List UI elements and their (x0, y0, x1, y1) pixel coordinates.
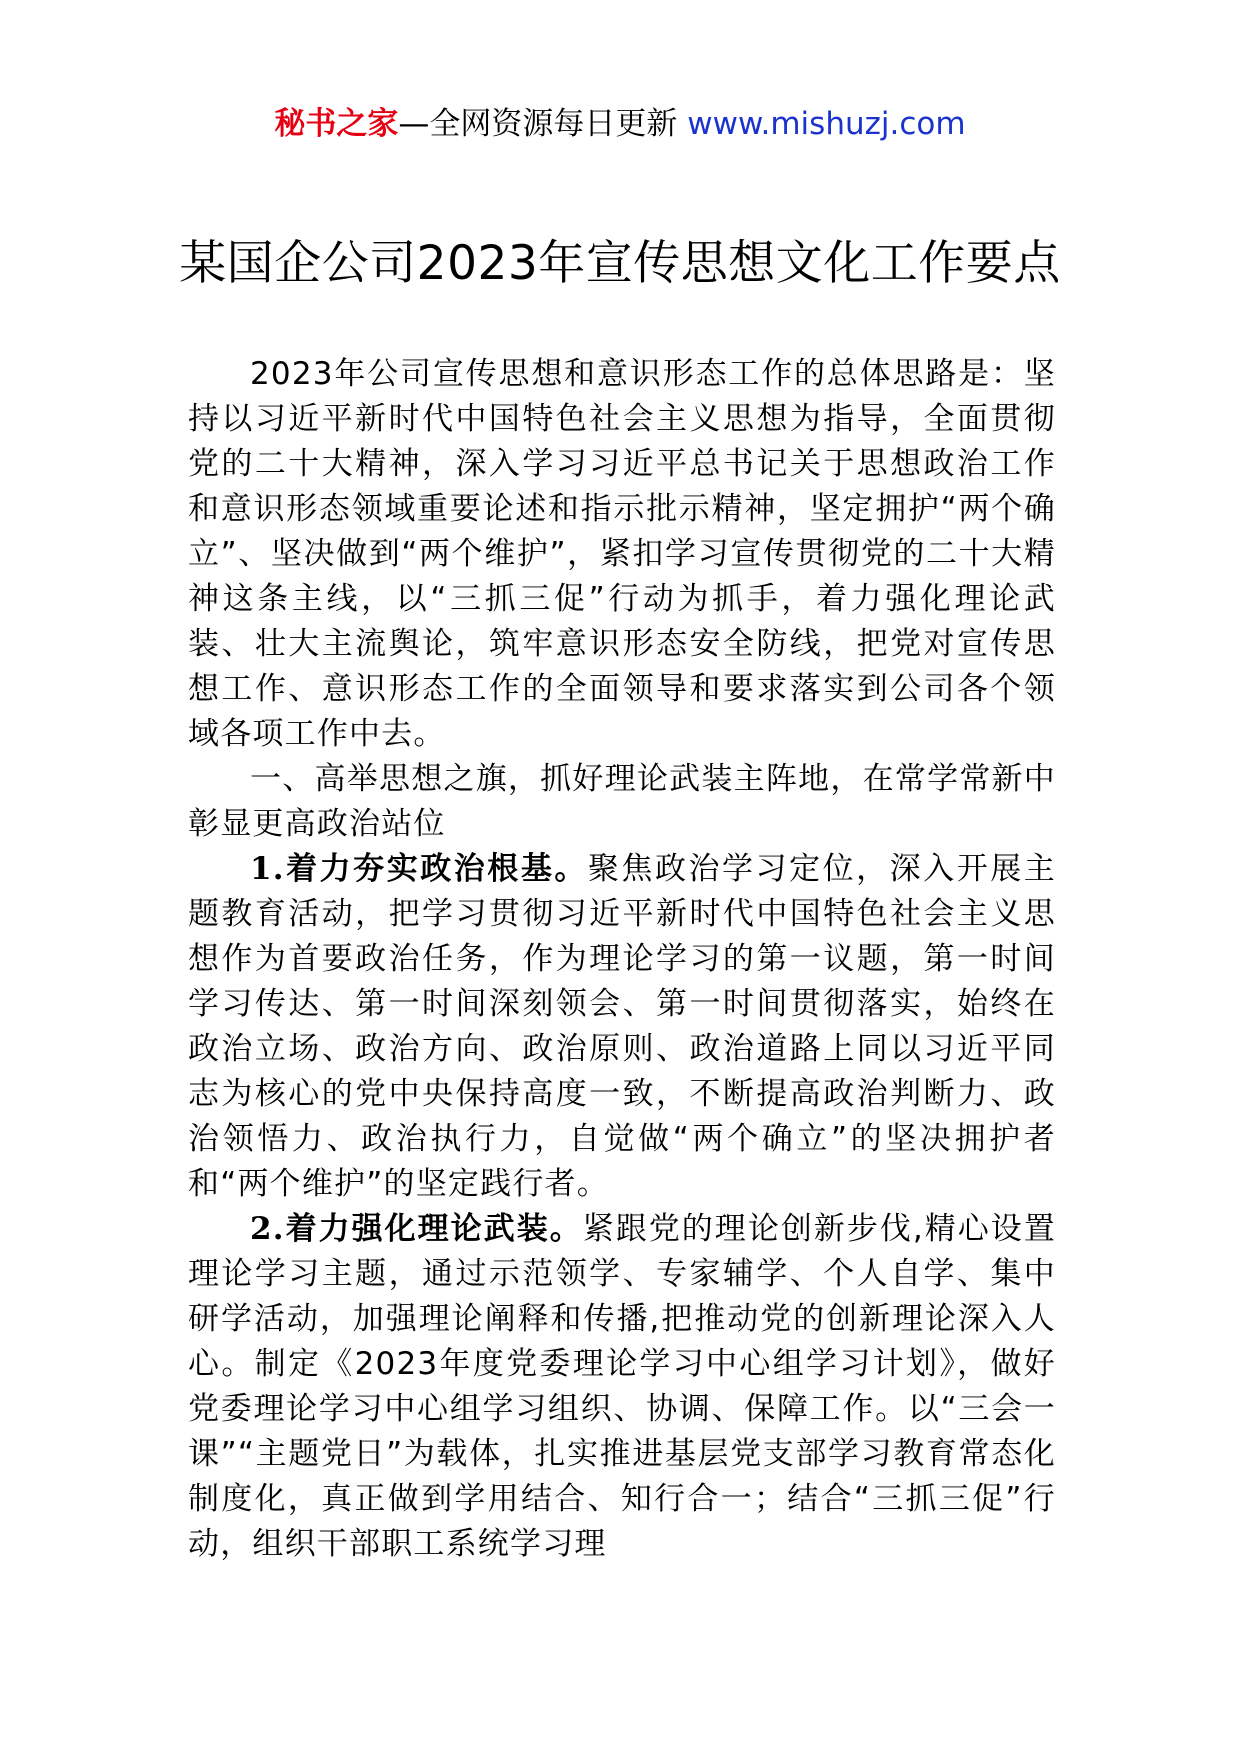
site-banner (0, 100, 1240, 148)
site-url-link[interactable]: www.mishuzj.com (687, 106, 966, 142)
item-paragraph-1 (188, 847, 1056, 1207)
document-body (188, 352, 1056, 1567)
section-heading: 一、高举思想之旗，抓好理论武装主阵地，在常学常新中彰显更高政治站位 (188, 761, 1056, 842)
item-text-1: 聚焦政治学习定位，深入开展主题教育活动，把学习贯彻习近平新时代中国特色社会主义思想作为首要政治任务，作为理论学习的第一议题，第一时间学习传达、第一时间深刻领会、第一时间贯彻落实，始终在政治立场、政治方向、政治原则、政治道路上同以习近平同志为核心的党中央保持高度一致，不断提高政治判断力、政治领悟力、政治执行力，自觉做“两个确立”的坚决拥护者和“两个维护”的坚定践行者。 (188, 851, 1056, 1202)
item-lead-1: 1.着力夯实政治根基。 (250, 851, 588, 887)
document-title: 某国企公司2023年宣传思想文化工作要点 (179, 236, 1061, 291)
site-brand: 秘书之家 (274, 106, 399, 142)
intro-paragraph: 2023年公司宣传思想和意识形态工作的总体思路是：坚持以习近平新时代中国特色社会主义思想为指导，全面贯彻党的二十大精神，深入学习习近平总书记关于思想政治工作和意识形态领域重要论述和指示批示精神，坚定拥护“两个确立”、坚决做到“两个维护”，紧扣学习宣传贯彻党的二十大精神这条主线，以“三抓三促”行动为抓手，着力强化理论武装、壮大主流舆论，筑牢意识形态安全防线，把党对宣传思想工作、意识形态工作的全面领导和要求落实到公司各个领域各项工作中去。 (188, 356, 1056, 752)
item-lead-2: 2.着力强化理论武装。 (250, 1211, 583, 1247)
item-text-2: 紧跟党的理论创新步伐,精心设置理论学习主题，通过示范领学、专家辅学、个人自学、集中研学活动，加强理论阐释和传播,把推动党的创新理论深入人心。制定《2023年度党委理论学习中心组学习计划》，做好党委理论学习中心组学习组织、协调、保障工作。以“三会一课”“主题党日”为载体，扎实推进基层党支部学习教育常态化制度化，真正做到学用结合、知行合一；结合“三抓三促”行动，组织干部职工系统学习理 (188, 1211, 1057, 1562)
item-paragraph-2 (188, 1207, 1056, 1567)
site-tagline: —全网资源每日更新 (398, 106, 688, 142)
